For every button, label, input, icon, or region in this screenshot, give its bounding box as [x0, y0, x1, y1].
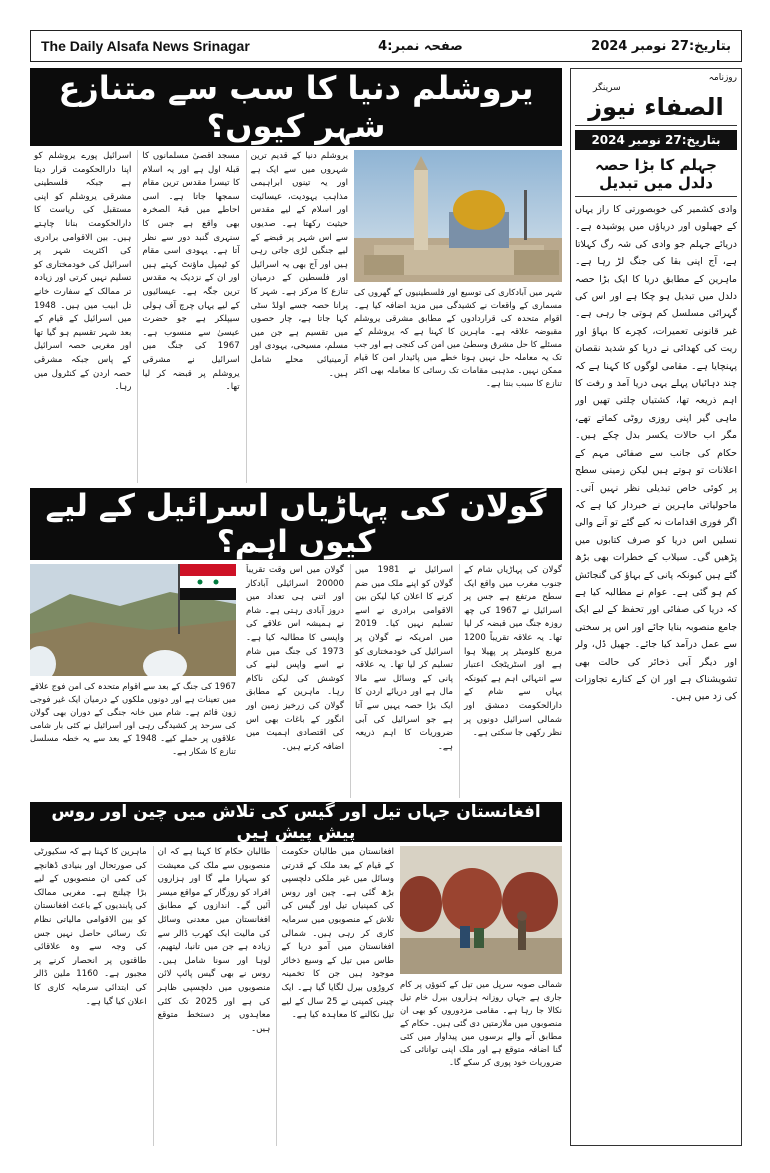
golan-heights-photo [30, 564, 236, 676]
english-title: The Daily Alsafa News Srinagar [41, 38, 250, 54]
city-label: سرینگر [593, 83, 621, 93]
article2-column: گولان کی پہاڑیاں شام کے جنوب مغرب میں واقع ایک سطح مرتفع ہے جس پر اسرائیل نے 1967 کی چھ روزہ جنگ میں قبضہ کر لیا تھا۔ یہ علاقہ تقریباً 1200 مربع کلومیٹر پر پھیلا ہوا ہے اور اسٹریٹجک اعتبار سے انتہائی اہم ہے کیونکہ یہاں سے شام کے دارالحکومت دمشق اور شمالی اسرائیل دونوں پر نظر رکھی جا سکتی ہے۔ [459, 564, 562, 798]
article3-caption: شمالی صوبہ سرپل میں تیل کے کنوؤں پر کام جاری ہے جہاں روزانہ ہزاروں بیرل خام تیل نکالا جا رہا ہے۔ مقامی مزدوروں کو بھی ان منصوبوں میں ملازمتیں دی گئی ہیں۔ حکام کے مطابق آنے والے برسوں میں پیداوار میں کئی گنا اضافہ متوقع ہے اور ملک اپنی توانائی کی ضروریات خود پوری کر سکے گا۔ [400, 979, 562, 1067]
sidebar-date: بتاریخ:27 نومبر 2024 [575, 130, 737, 150]
article1-column: اسرائیل پورے یروشلم کو اپنا دارالحکومت قرار دیتا ہے جبکہ فلسطینی مشرقی یروشلم کو اپنی مستقبل کی ریاست کا دارالحکومت بنانا چاہتے ہیں۔ بین الاقوامی برادری کی اکثریت شہر پر اسرائیل کی خودمختاری کو تسلیم نہیں کرتی اور زیادہ تر ممالک کے سفارت خانے تل ابیب میں ہیں۔ 1948 میں اسرائیل کے قیام کے بعد شہر تقسیم ہو گیا تھا اور مغربی حصہ اسرائیل کے پاس جبکہ مشرقی حصہ اردن کے کنٹرول میں رہا۔ [34, 151, 132, 393]
daily-label: روزنامہ [708, 73, 737, 83]
oil-tanks-photo [400, 846, 562, 974]
header-date: بتاریخ:27 نومبر 2024 [591, 38, 731, 54]
article1-column: یروشلم دنیا کے قدیم ترین شہروں میں سے ایک ہے اور یہ تینوں ابراہیمی مذاہب یہودیت، عیسائیت اور اسلام کے لیے مقدس حیثیت رکھتا ہے۔ صدیوں سے اس شہر پر قبضے کے لیے جنگیں لڑی جاتی رہی ہیں اور آج بھی یہ اسرائیل اور فلسطین کے درمیان تنازع کا مرکز ہے۔ شہر کا پرانا حصہ جسے اولڈ سٹی کہا جاتا ہے، چار حصوں میں تقسیم ہے جن میں مسلم، مسیحی، یہودی اور آرمینیائی محلے شامل ہیں۔ [246, 150, 348, 483]
article1-column: مسجد اقصیٰ مسلمانوں کا قبلۂ اول ہے اور یہ اسلام کا تیسرا مقدس ترین مقام سمجھا جاتا ہے۔ اسی احاطے میں قبۃ الصخرہ بھی واقع ہے جس کا سنہری گنبد دور سے نظر آتا ہے۔ یہودی اسی مقام کو ٹیمپل ماؤنٹ کہتے ہیں اور ان کے نزدیک یہ مقدس ترین جگہ ہے۔ عیسائیوں کے لیے یہاں چرچ آف ہولی سیپلکر ہے جو حضرت عیسیٰ سے منسوب ہے۔ 1967 کی جنگ میں اسرائیل نے مشرقی یروشلم پر قبضہ کر لیا تھا۔ [137, 150, 239, 483]
article3-column: ماہرین کا کہنا ہے کہ سکیورٹی کی صورتحال اور بنیادی ڈھانچے کی کمی ان منصوبوں کے لیے بڑا چیلنج ہے۔ مغربی ممالک کی پابندیوں کے باعث افغانستان کو بین الاقوامی مالیاتی نظام تک رسائی حاصل نہیں جس کی وجہ سے وہ علاقائی طاقتوں پر انحصار کرنے پر مجبور ہے۔ 1160 ملین ڈالر کی ابتدائی سرمایہ کاری کا اعلان کیا گیا ہے۔ [33, 847, 147, 1007]
article1-caption: شہر میں آبادکاری کی توسیع اور فلسطینیوں کے گھروں کی مسماری کے واقعات نے کشیدگی میں مزید اضافہ کیا ہے۔ اقوام متحدہ کی قراردادوں کے مطابق مشرقی یروشلم مقبوضہ علاقہ ہے۔ ماہرین کا کہنا ہے کہ یروشلم کے مسئلے کا حل مشرق وسطیٰ میں امن کی کنجی ہے اور جب تک یہ معاملہ حل نہیں ہوتا خطے میں پائیدار امن کا قیام ممکن نہیں۔ مذہبی مقامات تک رسائی کا معاملہ بھی اکثر تنازع کا سبب بنتا ہے۔ [354, 287, 562, 388]
article3-column: طالبان حکام کا کہنا ہے کہ ان منصوبوں سے ملک کی معیشت کو سہارا ملے گا اور ہزاروں افراد کو روزگار کے مواقع میسر آئیں گے۔ اندازوں کے مطابق افغانستان میں معدنی وسائل کی مالیت ایک کھرب ڈالر سے زیادہ ہے جن میں تانبا، لیتھیم، لوہا اور سونا شامل ہیں۔ روس نے بھی گیس پائپ لائن منصوبوں میں دلچسپی ظاہر کی ہے اور 2025 تک کئی معاہدوں پر دستخط متوقع ہیں۔ [153, 846, 271, 1146]
brand-block [575, 73, 737, 126]
sidebar-headline: جہلم کا بڑا حصہ دلدل میں تبدیل [575, 154, 737, 197]
article2-columns [242, 564, 562, 798]
article3-headline: افغانستان جہاں تیل اور گیس کی تلاش میں چین اور روس پیش پیش ہیں [30, 802, 562, 842]
paper-name: الصفاء نیوز [588, 93, 724, 121]
article3-columns [30, 846, 394, 1146]
article3-column: افغانستان میں طالبان حکومت کے قیام کے بعد ملک کے قدرتی وسائل میں غیر ملکی دلچسپی بڑھ گئی ہے۔ چین اور روس کی کمپنیاں تیل اور گیس کی تلاش کے منصوبوں میں سرمایہ کاری کر رہی ہیں۔ شمالی افغانستان میں آمو دریا کے طاس میں تیل کے وسیع ذخائر موجود ہیں جن کا تخمینہ کروڑوں بیرل لگایا گیا ہے۔ ایک چینی کمپنی نے 25 سال کے لیے تیل نکالنے کا معاہدہ کیا ہے۔ [276, 846, 394, 1146]
article2-column: گولان میں اس وقت تقریباً 20000 اسرائیلی آبادکار اور اتنی ہی تعداد میں دروز آبادی رہتی ہے۔ شام نے ہمیشہ اس علاقے کی واپسی کا مطالبہ کیا ہے۔ 1973 کی جنگ میں شام نے اسے واپس لینے کی کوشش کی لیکن ناکام رہا۔ ماہرین کے مطابق گولان کی زرخیز زمین اور انگور کے باغات بھی اس کی اقتصادی اہمیت میں اضافہ کرتے ہیں۔ [246, 565, 344, 752]
main-content [30, 68, 562, 1146]
page-frame [30, 68, 742, 1146]
page-number: صفحہ نمبر:4 [378, 38, 463, 54]
article2-caption: 1967 کی جنگ کے بعد سے اقوام متحدہ کی امن فوج علاقے میں تعینات ہے اور دونوں ملکوں کے درمیان ایک غیر فوجی زون قائم ہے۔ شام میں خانہ جنگی کے دوران بھی گولان کی سرحد پر کشیدگی رہی اور اسرائیل نے کئی بار شامی علاقوں پر حملے کیے۔ 1948 کے بعد سے یہ خطہ مسلسل تنازع کا شکار ہے۔ [30, 681, 236, 756]
jerusalem-dome-photo [354, 150, 562, 282]
sidebar-body: وادی کشمیر کی خوبصورتی کا راز یہاں کے جھیلوں اور دریاؤں میں پوشیدہ ہے۔ دریائے جہلم جو وادی کی شہ رگ کہلاتا ہے، آج اپنی بقا کی جنگ لڑ رہا ہے۔ ماہرین کے مطابق دریا کا ایک بڑا حصہ دلدل میں تبدیل ہو چکا ہے اور اس کی گہرائی مسلسل کم ہوتی جا رہی ہے۔ غیر قانونی تعمیرات، کچرے کا بہاؤ اور ریت کی کھدائی نے دریا کو شدید نقصان پہنچایا ہے۔ مقامی لوگوں کا کہنا ہے کہ چند دہائیاں پہلے یہی دریا آمد و رفت کا اہم ذریعہ تھا، کشتیاں چلتی تھیں اور ماہی گیر اپنی روزی روٹی کماتے تھے، مگر اب حالات یکسر بدل چکے ہیں۔ حکام کی جانب سے صفائی مہم کے اعلانات تو ہوتے ہیں لیکن زمینی سطح پر کوئی خاص تبدیلی نظر نہیں آتی۔ ماحولیاتی ماہرین نے خبردار کیا ہے کہ اگر فوری اقدامات نہ کیے گئے تو آنے والی نسلیں اس دریا کو صرف کتابوں میں پڑھیں گی۔ سیلاب کے خطرات بھی بڑھ گئے ہیں کیونکہ پانی کے بہاؤ کی گنجائش کم ہو گئی ہے۔ عوام نے مطالبہ کیا ہے کہ دریا کی صفائی اور تحفظ کے لیے ایک جامع منصوبہ بنایا جائے اور اس پر سختی سے عمل درآمد کیا جائے۔ جھیل ڈل، ولر اور دیگر آبی ذخائر کی حالت بھی تشویشناک ہے اور ان کے کنارے تجاوزات کی زد میں ہیں۔ [575, 204, 737, 703]
sidebar [570, 68, 742, 1146]
article2-column: اسرائیل نے 1981 میں گولان کو اپنے ملک میں ضم کرنے کا اعلان کیا لیکن بین الاقوامی برادری نے اسے تسلیم نہیں کیا۔ 2019 میں امریکہ نے گولان پر اسرائیل کی خودمختاری کو تسلیم کر لیا تھا۔ یہ علاقہ پانی کے وسائل سے مالا مال ہے اور دریائے اردن کا ایک بڑا حصہ یہیں سے آتا ہے جو اسرائیل کی آبی ضروریات کا اہم ذریعہ ہے۔ [350, 564, 453, 798]
article1-columns [30, 150, 348, 483]
masthead [30, 30, 742, 62]
article2-headline: گولان کی پہاڑیاں اسرائیل کے لیے کیوں اہم؟ [30, 488, 562, 560]
article1-headline: یروشلم دنیا کا سب سے متنازع شہر کیوں؟ [30, 68, 562, 146]
